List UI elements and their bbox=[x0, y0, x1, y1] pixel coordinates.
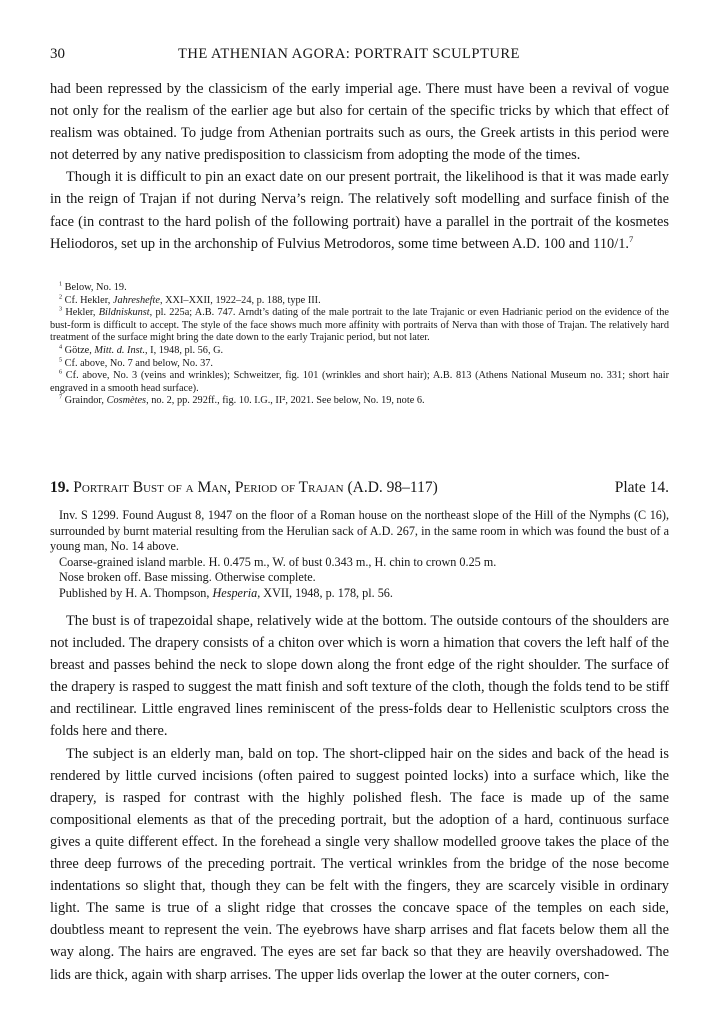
publication-journal: Hesperia bbox=[212, 585, 258, 600]
entry-dates: (A.D. 98–117) bbox=[347, 479, 438, 496]
description-text bbox=[50, 610, 669, 986]
footnote-6 bbox=[50, 370, 669, 395]
catalogue-details bbox=[50, 508, 669, 602]
entry-number: 19. bbox=[50, 479, 70, 496]
description-paragraph-1: The bust is of trapezoidal shape, relatively wide at the bottom. The outside contours of the shoulders are not included. The drapery consists of a chiton over which is worn a himation that covers the left half of the breast and passes behind the neck to slope down along the front edge of the right shoulder. The surface of the drapery is rasped to suggest the matt finish and soft texture of the cloth, though the folds tend to be stiff and rectilinear. Little engraved lines reminiscent of the press-folds dear to Hellenistic sculptors cross the folds here and there. bbox=[50, 613, 669, 740]
condition-note: Nose broken off. Base missing. Otherwise complete. bbox=[59, 570, 316, 585]
footnote-number: 3 bbox=[59, 305, 63, 313]
running-title: THE ATHENIAN AGORA: PORTRAIT SCULPTURE bbox=[178, 46, 520, 62]
footnote-5 bbox=[50, 358, 669, 371]
intro-text bbox=[50, 78, 669, 255]
plate-reference: Plate 14. bbox=[614, 479, 669, 496]
description-paragraph-2: The subject is an elderly man, bald on top. The short-clipped hair on the sides and back of the head is rendered by little curved incisions (often paired to suggest pointed locks) into a surface which, like the drapery, is rasped for contrast with the highly polished flesh. The face is made up of the same compositional elements as that of the preceding portrait, but the adoption of a hard, continuous surface gives a quite different effect. In the forehead a single very shallow modelled groove takes the place of the three deep furrows of the preceding portrait. The vertical wrinkles from the bridge of the nose become indentations so slight that, though they can be felt with the fingers, they are scarcely visible in ordinary light. The same is true of a slight ridge that crosses the concave space of the temples on each side, doubtless meant to represent the vein. The eyebrows have sharp arrises and flat facets below them all the way along. The hairs are engraved. The eyes are set far back so that they are heavily overshadowed. The lids are thick, again with sharp arrises. The upper lids overlap the lower at the outer corners, con- bbox=[50, 745, 669, 983]
footnote-3 bbox=[50, 307, 669, 345]
catalogue-entry-heading bbox=[50, 479, 669, 501]
footnote-2 bbox=[50, 295, 669, 308]
footnote-ref-7: 7 bbox=[629, 233, 634, 244]
footnote-text: Below, No. 19. bbox=[64, 282, 127, 293]
footnote-4 bbox=[50, 345, 669, 358]
page-number: 30 bbox=[50, 46, 65, 62]
footnote-text: , I, 1948, pl. 56, G. bbox=[145, 344, 224, 356]
material-note: Coarse-grained island marble. H. 0.475 m., W. of bust 0.343 m., H. chin to crown 0.25 m. bbox=[59, 554, 497, 569]
footnote-number: 7 bbox=[59, 393, 63, 401]
footnote-text: Cf. Hekler, bbox=[64, 294, 113, 306]
footnote-text: , XXI–XXII, 1922–24, p. 188, type III. bbox=[159, 294, 321, 306]
footnote-7 bbox=[50, 395, 669, 408]
footnote-number: 4 bbox=[59, 343, 63, 351]
running-head bbox=[50, 46, 669, 66]
footnote-citation: Cosmètes bbox=[106, 395, 147, 407]
footnote-number: 6 bbox=[59, 368, 63, 376]
footnote-citation: Bildniskunst bbox=[98, 307, 150, 319]
footnote-text: Cf. above, No. 3 (veins and wrinkles); Schweitzer, fig. 101 (wrinkles and short hair); A.B. 813 (Athens National Museum no. 331; short hair engraved in a smooth head surface). bbox=[50, 370, 670, 394]
publication-text: Published by H. A. Thompson, bbox=[59, 585, 213, 600]
intro-paragraph-2-text: Though it is difficult to pin an exact date on our present portrait, the likelihood is that it was made early in the reign of Trajan if not during Nerva’s reign. The relatively soft modelling and surface finish of the face (in contrast to the hard polish of the following portrait) have a parallel in the portrait of the kosmetes Heliodoros, set up in the archonship of Fulvius Metrodoros, some time between A.D. 100 and 110/1. bbox=[50, 169, 669, 252]
footnote-text: , pl. 225a; A.B. 747. Arndt’s dating of the male portrait to the late Trajanic or even Hadrianic period on the evidence of the bust-form is difficult to accept. The style of the face shows much more affinity with portraits of Nerva than with those of Trajan. The relatively hard treatment of the surface might bring the date down to the early Trajanic period, but not later. bbox=[50, 307, 669, 344]
footnote-text: Götze, bbox=[64, 344, 95, 356]
intro-paragraph-1: had been repressed by the classicism of the early imperial age. There must have been a revival of vogue not only for the realism of the earlier age but also for certain of the specific tricks by which that effect of realism was obtained. To judge from Athenian portraits such as ours, the Greek artists in this period were not deterred by any native predisposition to classicism from adopting the mode of the times. bbox=[50, 81, 669, 164]
footnote-citation: Jahreshefte bbox=[112, 294, 160, 306]
intro-paragraph-2 bbox=[50, 166, 669, 254]
footnote-text: , no. 2, pp. 292ff., fig. 10. I.G., II², 2021. See below, No. 19, note 6. bbox=[146, 395, 425, 407]
footnote-1 bbox=[50, 282, 669, 295]
footnote-number: 5 bbox=[59, 356, 63, 364]
publication-note bbox=[50, 586, 669, 602]
footnote-text: Graindor, bbox=[64, 395, 107, 407]
footnote-text: Cf. above, No. 7 and below, No. 37. bbox=[64, 357, 213, 369]
footnote-citation: Mitt. d. Inst. bbox=[94, 344, 146, 356]
entry-title: Portrait Bust of a Man, Period of Trajan bbox=[73, 479, 344, 496]
footnote-number: 1 bbox=[59, 280, 63, 288]
footnote-number: 2 bbox=[59, 293, 63, 301]
footnote-text: Hekler, bbox=[65, 307, 99, 319]
inventory-note: Inv. S 1299. Found August 8, 1947 on the floor of a Roman house on the northeast slope of the Hill of the Nymphs (C 16), surrounded by burnt material resulting from the Herulian sack of A.D. 267, in the same room in which was found the bust of a young man, No. 14 above. bbox=[50, 508, 669, 554]
footnotes bbox=[50, 282, 669, 408]
publication-text: , XVII, 1948, p. 178, pl. 56. bbox=[257, 585, 393, 600]
